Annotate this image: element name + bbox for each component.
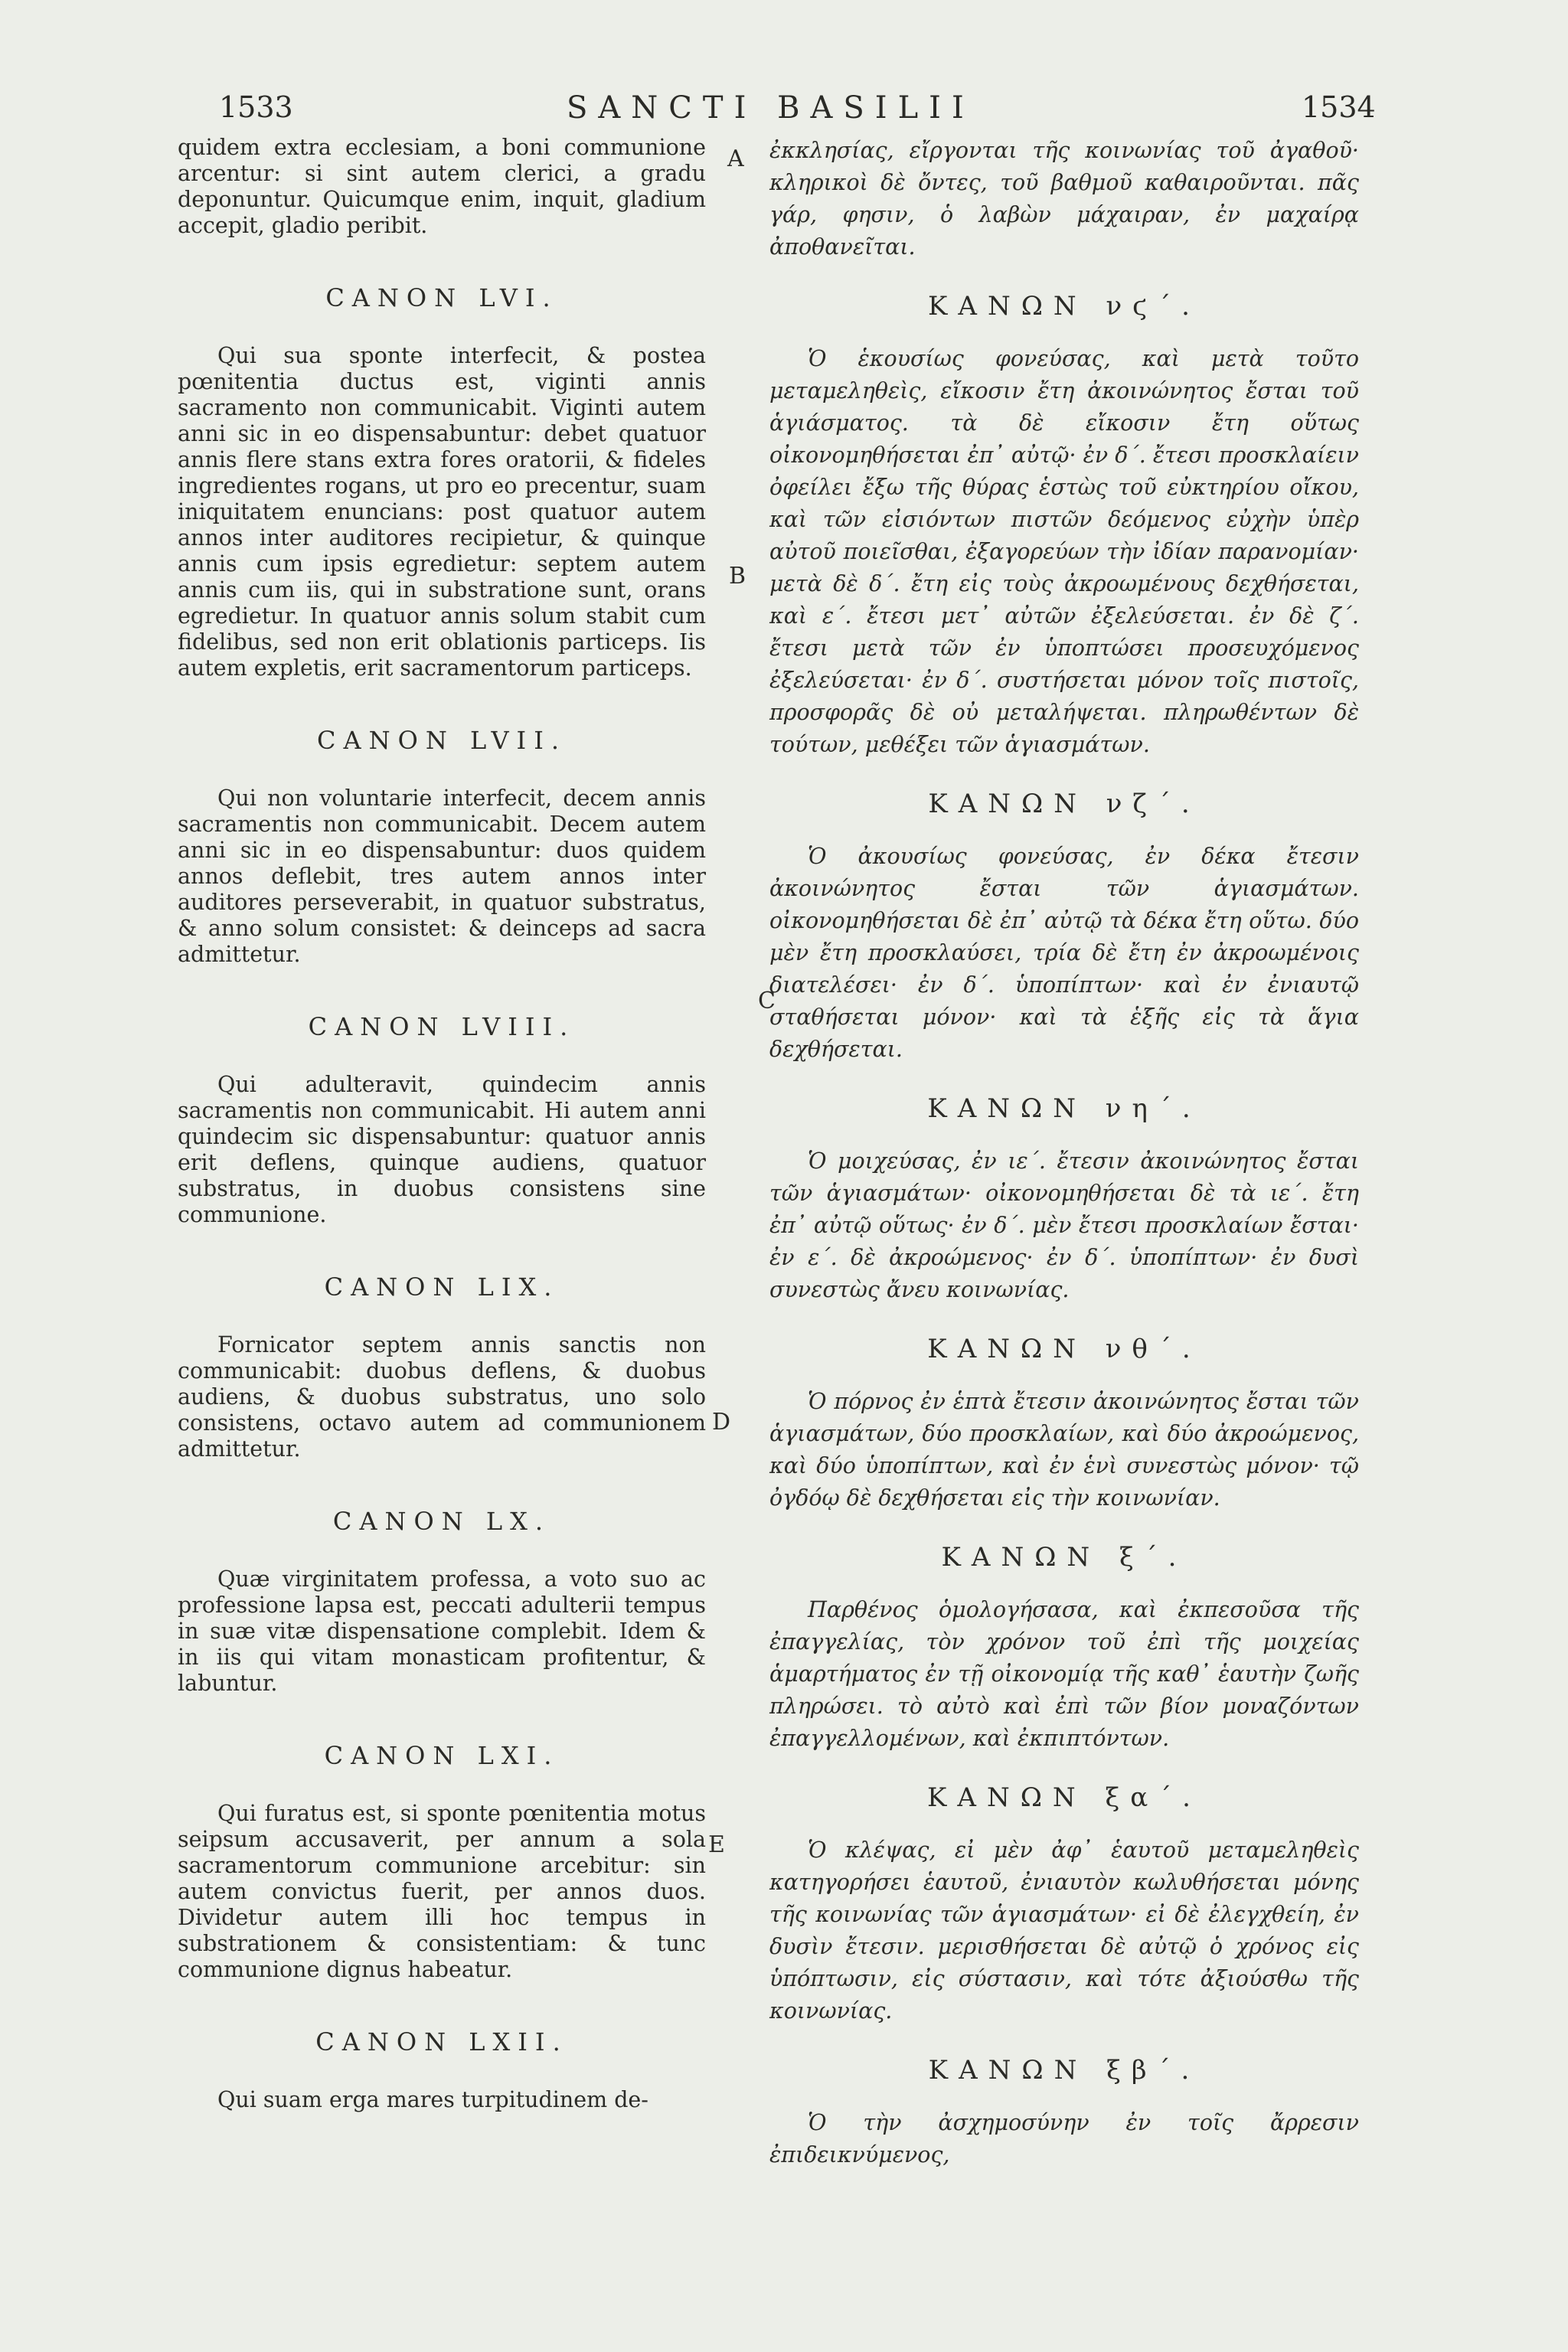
greek-column <box>769 135 1359 2171</box>
margin-letter-c: C <box>758 988 776 1014</box>
greek-canon-title: ΚΑΝΩΝ ξα΄. <box>927 1782 1201 1813</box>
latin-canon-title: CANON LIX. <box>324 1272 560 1302</box>
latin-canon-title: CANON LVIII. <box>308 1012 576 1041</box>
latin-canon-text: Qui furatus est, si sponte pœnitentia motus seipsum accusaverit, per annum a sola sacramentorum communione arcebitur: sin autem convictus fuerit, per annos duos. Dividetur autem illi hoc tempus in substrationem & consistentiam: & tunc communione dignus habeatur. <box>178 1801 706 1982</box>
margin-letter-b: B <box>729 563 746 590</box>
latin-canon-text: Qui non voluntarie interfecit, decem annis sacramentis non communicabit. Decem autem anni sic in eo dispensabuntur: duos quidem annos deflebit, tres autem annos inter auditores perseverabit, in quatuor substratus, & anno solum consistet: & deinceps ad sacra admittetur. <box>178 786 706 967</box>
latin-canon-text: Qui suam erga mares turpitudinem de- <box>217 2087 648 2112</box>
greek-canon-title: ΚΑΝΩΝ ξβ΄. <box>928 2055 1200 2086</box>
latin-canon-title: CANON LXII. <box>315 2027 568 2056</box>
greek-canon-title: ΚΑΝΩΝ νθ΄. <box>927 1334 1201 1364</box>
greek-canon-text: Παρθένος ὁμολογήσασα, καὶ ἐκπεσοῦσα τῆς ἐπαγγελίας, τὸν χρόνον τοῦ ἐπὶ τῆς μοιχείας ἁμαρτήματος ἐν τῇ οἰκονομίᾳ τῆς καθ᾽ ἑαυτὴν ζωῆς πληρώσει. τὸ αὐτὸ καὶ ἐπὶ τῶν βίον μοναζόντων ἐπαγγελλομένων, καὶ ἐκπιπτόντων. <box>769 1597 1359 1751</box>
greek-canon-title: ΚΑΝΩΝ νϛ΄. <box>928 291 1200 322</box>
greek-canon-text: Ὁ μοιχεύσας, ἐν ιε΄. ἔτεσιν ἀκοινώνητος ἔσται τῶν ἁγιασμάτων· οἰκονομηθήσεται δὲ τὰ ιε΄. ἔτη ἐπ᾽ αὐτῷ οὕτως· ἐν δ΄. μὲν ἔτεσι προσκλαίων ἔσται· ἐν ε΄. δὲ ἀκροώμενος· ἐν δ΄. ὑποπίπτων· ἐν δυσὶ συνεστὼς ἄνευ κοινωνίας. <box>769 1148 1359 1302</box>
greek-canon-title: ΚΑΝΩΝ ξ΄. <box>941 1542 1187 1573</box>
page-number-left: 1533 <box>219 90 293 124</box>
margin-letter-a: A <box>727 145 744 172</box>
running-header <box>0 90 1568 136</box>
greek-canon-text: Ὁ πόρνος ἐν ἑπτὰ ἔτεσιν ἀκοινώνητος ἔσται τῶν ἁγιασμάτων, δύο προσκλαίων, καὶ δύο ἀκροώμενος, καὶ δύο ὑποπίπτων, καὶ ἐν ἑνὶ συνεστὼς μόνον· τῷ ὀγδόῳ δὲ δεχθήσεται εἰς τὴν κοινωνίαν. <box>769 1389 1359 1511</box>
latin-canon-title: CANON LX. <box>332 1507 551 1536</box>
latin-canon-title: CANON LVII. <box>316 726 567 755</box>
margin-letter-d: D <box>712 1409 731 1436</box>
latin-column <box>178 135 706 2113</box>
latin-canon-text: Qui sua sponte interfecit, & postea pœnitentia ductus est, viginti annis sacramento non communicabit. Viginti autem anni sic in eo dispensabuntur: debet quatuor annis flere stans extra fores oratorii, & fideles ingredientes rogans, ut pro eo precentur, suam iniquitatem enuncians: post quatuor autem annos inter auditores recipietur, & quinque annis cum ipsis egredietur: septem autem annis cum iis, qui in substratione sunt, orans egredietur. In quatuor annis solum stabit cum fidelibus, sed non erit oblationis particeps. Iis autem expletis, erit sacramentorum particeps. <box>178 343 706 681</box>
latin-canon-title: CANON LVI. <box>325 283 558 312</box>
latin-opening-text: quidem extra ecclesiam, a boni communione arcentur: si sint autem clerici, a gradu deponuntur. Quicumque enim, inquit, gladium accepit, gladio peribit. <box>178 135 706 238</box>
greek-opening-text: ἐκκλησίας, εἴργονται τῆς κοινωνίας τοῦ ἀγαθοῦ· κληρικοὶ δὲ ὄντες, τοῦ βαθμοῦ καθαιροῦνται. πᾶς γάρ, φησιν, ὁ λαβὼν μάχαιραν, ἐν μαχαίρᾳ ἀποθανεῖται. <box>769 138 1359 260</box>
greek-canon-text: Ὁ ἀκουσίως φονεύσας, ἐν δέκα ἔτεσιν ἀκοινώνητος ἔσται τῶν ἁγιασμάτων. οἰκονομηθήσεται δὲ ἐπ᾽ αὐτῷ τὰ δέκα ἔτη οὕτω. δύο μὲν ἔτη προσκλαύσει, τρία δὲ ἔτη ἐν ἀκροωμένοις διατελέσει· ἐν δ΄. ὑποπίπτων· καὶ ἐν ἐνιαυτῷ σταθήσεται μόνον· καὶ τὰ ἑξῆς εἰς τὰ ἅγια δεχθήσεται. <box>769 844 1359 1062</box>
latin-canon-text: Quæ virginitatem professa, a voto suo ac professione lapsa est, peccati adulterii tempus in suæ vitæ dispensatione complebit. Idem & in iis qui vitam monasticam profitentur, & labuntur. <box>178 1566 706 1696</box>
greek-canon-text: Ὁ τὴν ἀσχημοσύνην ἐν τοῖς ἄρρεσιν ἐπιδεικνύμενος, <box>769 2110 1359 2167</box>
greek-canon-title: ΚΑΝΩΝ νη΄. <box>927 1093 1201 1124</box>
margin-letter-e: E <box>708 1831 725 1858</box>
greek-canon-title: ΚΑΝΩΝ νζ΄. <box>928 789 1200 819</box>
latin-canon-text: Fornicator septem annis sanctis non communicabit: duobus deflens, & duobus audiens, & duobus substratus, uno solo consistens, octavo autem ad communionem admittetur. <box>178 1332 706 1462</box>
latin-canon-text: Qui adulteravit, quindecim annis sacramentis non communicabit. Hi autem anni quindecim sic dispensabuntur: quatuor annis erit deflens, quinque audiens, quatuor substratus, in duobus consistens sine communione. <box>178 1072 706 1227</box>
greek-canon-text: Ὁ κλέψας, εἰ μὲν ἀφ᾽ ἑαυτοῦ μεταμεληθεὶς κατηγορήσει ἑαυτοῦ, ἐνιαυτὸν κωλυθήσεται μόνης τῆς κοινωνίας τῶν ἁγιασμάτων· εἰ δὲ ἐλεγχθείη, ἐν δυσὶν ἔτεσιν. μερισθήσεται δὲ αὐτῷ ὁ χρόνος εἰς ὑπόπτωσιν, εἰς σύστασιν, καὶ τότε ἀξιούσθω τῆς κοινωνίας. <box>769 1838 1359 2024</box>
greek-canon-text: Ὁ ἑκουσίως φονεύσας, καὶ μετὰ τοῦτο μεταμεληθεὶς, εἴκοσιν ἔτη ἀκοινώνητος ἔσται τοῦ ἁγιάσματος. τὰ δὲ εἴκοσιν ἔτη οὕτως οἰκονομηθήσεται ἐπ᾽ αὐτῷ· ἐν δ΄. ἔτεσι προσκλαίειν ὀφείλει ἔξω τῆς θύρας ἑστὼς τοῦ εὐκτηρίου οἴκου, καὶ τῶν εἰσιόντων πιστῶν δεόμενος εὐχὴν ὑπὲρ αὐτοῦ ποιεῖσθαι, ἐξαγορεύων τὴν ἰδίαν παρανομίαν· μετὰ δὲ δ΄. ἔτη εἰς τοὺς ἀκροωμένους δεχθήσεται, καὶ ε΄. ἔτεσι μετ᾽ αὐτῶν ἐξελεύσεται. ἐν δὲ ζ΄. ἔτεσι μετὰ τῶν ἐν ὑποπτώσει προσευχόμενος ἐξελεύσεται· ἐν δ΄. συστήσεται μόνον τοῖς πιστοῖς, προσφορᾶς δὲ οὐ μεταλήψεται. πληρωθέντων δὲ τούτων, μεθέξει τῶν ἁγιασμάτων. <box>769 346 1359 757</box>
page-number-right: 1534 <box>1302 90 1376 124</box>
latin-canon-title: CANON LXI. <box>324 1741 560 1770</box>
running-title: SANCTI BASILII <box>567 90 975 126</box>
